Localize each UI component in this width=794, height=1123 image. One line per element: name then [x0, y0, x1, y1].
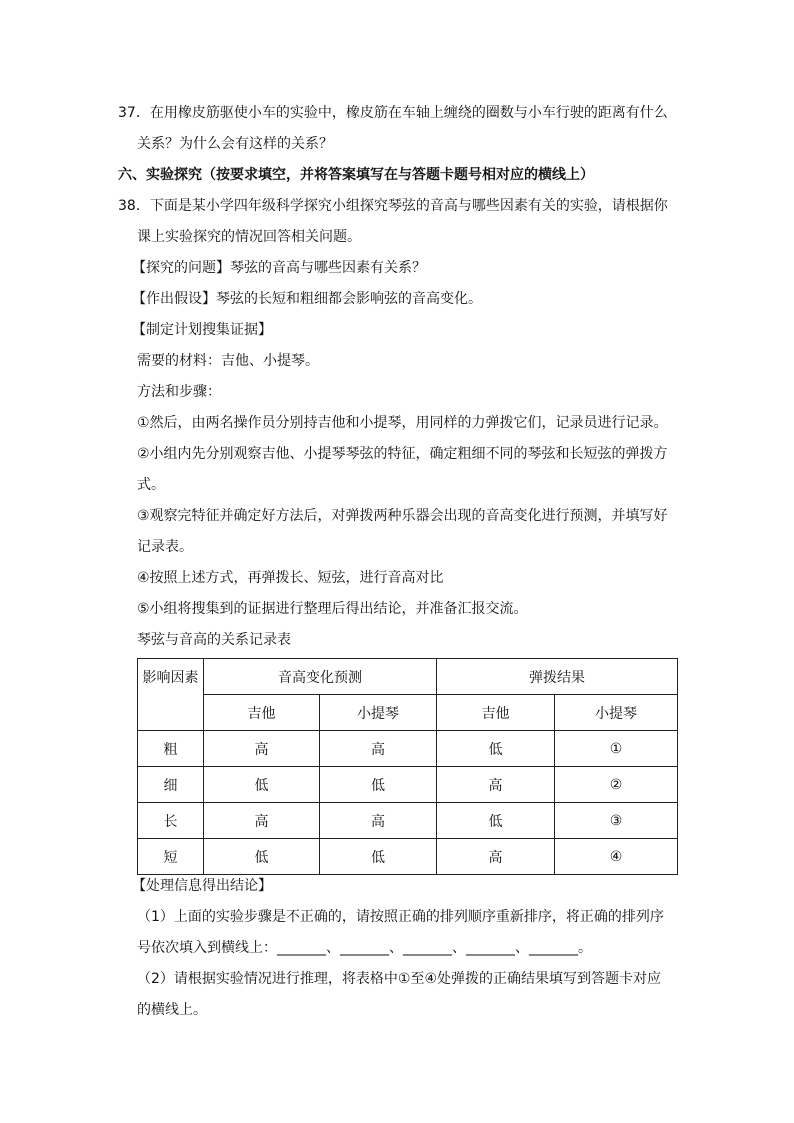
table-row: [138, 767, 678, 803]
step-1: ①然后，由两名操作员分别持吉他和小提琴，用同样的力弹拨它们，记录员进行记录。: [137, 415, 668, 431]
plan-heading: 【制定计划搜集证据】: [132, 322, 272, 338]
pitch-record-table: [137, 658, 678, 875]
answer-blank-cell: ④: [555, 839, 678, 875]
table-cell: 高: [320, 731, 437, 767]
sub-question-2-line-2: 的横线上。: [137, 1002, 207, 1018]
factor-cell: 粗: [138, 731, 204, 767]
subheader-cell: 小提琴: [320, 695, 437, 731]
answer-blank-cell: ①: [555, 731, 678, 767]
q37-text-line-2: 关系？为什么会有这样的关系？: [137, 136, 333, 152]
sub-question-2-line-1: （2）请根据实验情况进行推理，将表格中①至④处弹拨的正确结果填写到答题卡对应: [137, 971, 662, 987]
subheader-cell: 吉他: [204, 695, 320, 731]
step-5: ⑤小组将搜集到的证据进行整理后得出结论，并准备汇报交流。: [137, 601, 528, 617]
table-row: [138, 731, 678, 767]
table-cell: 高: [437, 839, 555, 875]
step-4: ④按照上述方式，再弹拨长、短弦，进行音高对比: [137, 570, 444, 586]
factor-cell: 细: [138, 767, 204, 803]
subheader-cell: 吉他: [437, 695, 555, 731]
table-cell: 低: [320, 839, 437, 875]
step-2-line-1: ②小组内先分别观察吉他、小提琴琴弦的特征，确定粗细不同的琴弦和长短弦的弹拨方: [137, 446, 668, 462]
table-cell: 低: [437, 803, 555, 839]
table-cell: 低: [437, 731, 555, 767]
table-row: [138, 839, 678, 875]
step-3-line-2: 记录表。: [137, 539, 193, 555]
q38-intro-line-1: 38．下面是某小学四年级科学探究小组探究琴弦的音高与哪些因素有关的实验，请根据你: [118, 198, 668, 214]
table-row: [138, 803, 678, 839]
conclusion-heading: 【处理信息得出结论】: [132, 878, 272, 894]
table-cell: 高: [204, 731, 320, 767]
method-heading: 方法和步骤：: [137, 384, 221, 400]
table-caption: 琴弦与音高的关系记录表: [137, 632, 291, 648]
table-cell: 低: [204, 839, 320, 875]
subheader-cell: 小提琴: [555, 695, 678, 731]
prediction-header-cell: 音高变化预测: [204, 659, 437, 695]
section-6-heading: 六、实验探究（按要求填空，并将答案填写在与答题卡题号相对应的横线上）: [118, 167, 594, 183]
result-header-cell: 弹拨结果: [437, 659, 678, 695]
step-2-line-2: 式。: [137, 477, 165, 493]
sub-question-1-line-2: 号依次填入到横线上：_______、_______、_______、_______、_______。: [137, 940, 592, 956]
factor-cell: 长: [138, 803, 204, 839]
table-cell: 高: [320, 803, 437, 839]
table-cell: 高: [204, 803, 320, 839]
table-cell: 低: [204, 767, 320, 803]
table-cell: 低: [320, 767, 437, 803]
table-header-row: [138, 659, 678, 695]
materials: 需要的材料：吉他、小提琴。: [137, 353, 319, 369]
factor-cell: 短: [138, 839, 204, 875]
q37-text-line-1: 37．在用橡皮筋驱使小车的实验中，橡皮筋在车轴上缠绕的圈数与小车行驶的距离有什么: [118, 105, 668, 121]
answer-blank-cell: ③: [555, 803, 678, 839]
answer-blank-cell: ②: [555, 767, 678, 803]
factor-header-cell: 影响因素: [138, 659, 204, 731]
step-3-line-1: ③观察完特征并确定好方法后，对弹拨两种乐器会出现的音高变化进行预测，并填写好: [137, 508, 668, 524]
table-cell: 高: [437, 767, 555, 803]
sub-question-1-line-1: （1）上面的实验步骤是不正确的，请按照正确的排列顺序重新排序，将正确的排列序: [137, 909, 664, 925]
inquiry-question: 【探究的问题】琴弦的音高与哪些因素有关系？: [132, 260, 426, 276]
hypothesis: 【作出假设】琴弦的长短和粗细都会影响弦的音高变化。: [132, 291, 482, 307]
q38-intro-line-2: 课上实验探究的情况回答相关问题。: [137, 229, 361, 245]
table-subheader-row: [138, 695, 678, 731]
